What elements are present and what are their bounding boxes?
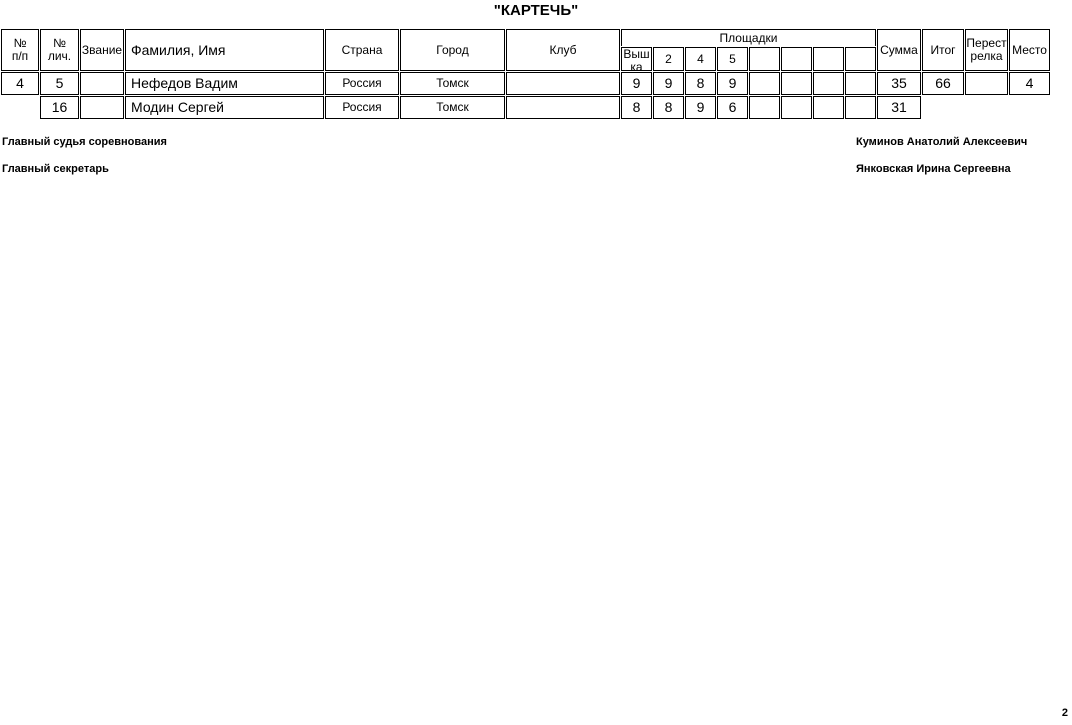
results-table — [0, 28, 1051, 120]
cell-score — [813, 96, 844, 119]
cell-score — [813, 72, 844, 95]
table-row — [1, 72, 1050, 95]
cell-score: 9 — [717, 72, 748, 95]
page-number: 2 — [1061, 707, 1068, 719]
cell-score — [781, 72, 812, 95]
header-country: Страна — [325, 29, 399, 71]
chief-secretary-name: Янковская Ирина Сергеевна — [856, 163, 1011, 175]
header-grounds: Площадки — [621, 29, 876, 46]
cell-name: Нефедов Вадим — [125, 72, 324, 95]
chief-judge-label: Главный судья соревнования — [2, 136, 167, 148]
cell-shootoff — [965, 72, 1008, 95]
ground-col-3: 4 — [685, 47, 716, 71]
header-city: Город — [400, 29, 505, 71]
cell-num — [1, 96, 39, 119]
cell-score — [749, 96, 780, 119]
cell-score: 8 — [621, 96, 652, 119]
header-personal-num: № лич. — [40, 29, 79, 71]
cell-club — [506, 72, 620, 95]
header-rank: Звание — [80, 29, 124, 71]
cell-rank — [80, 72, 124, 95]
header-num: № п/п — [1, 29, 39, 71]
ground-col-4: 5 — [717, 47, 748, 71]
cell-total: 66 — [922, 72, 964, 95]
ground-col-8 — [845, 47, 876, 71]
cell-sum: 35 — [877, 72, 921, 95]
cell-personal: 5 — [40, 72, 79, 95]
cell-shootoff — [965, 96, 1008, 119]
cell-score — [845, 96, 876, 119]
ground-col-6 — [781, 47, 812, 71]
cell-score — [749, 72, 780, 95]
header-club: Клуб — [506, 29, 620, 71]
cell-num: 4 — [1, 72, 39, 95]
cell-place — [1009, 96, 1050, 119]
header-shootoff: Перест релка — [965, 29, 1008, 71]
header-total: Итог — [922, 29, 964, 71]
ground-col-5 — [749, 47, 780, 71]
table-row — [1, 96, 1050, 119]
cell-score: 9 — [685, 96, 716, 119]
header-row-1 — [1, 29, 1050, 46]
cell-personal: 16 — [40, 96, 79, 119]
page-title: "КАРТЕЧЬ" — [493, 2, 579, 19]
cell-score: 9 — [653, 72, 684, 95]
cell-country: Россия — [325, 72, 399, 95]
cell-city: Томск — [400, 96, 505, 119]
cell-score — [845, 72, 876, 95]
header-place: Место — [1009, 29, 1050, 71]
cell-place: 4 — [1009, 72, 1050, 95]
header-sum: Сумма — [877, 29, 921, 71]
cell-club — [506, 96, 620, 119]
cell-total — [922, 96, 964, 119]
chief-secretary-label: Главный секретарь — [2, 163, 109, 175]
ground-col-7 — [813, 47, 844, 71]
cell-score — [781, 96, 812, 119]
cell-score: 8 — [685, 72, 716, 95]
cell-score: 9 — [621, 72, 652, 95]
cell-country: Россия — [325, 96, 399, 119]
cell-name: Модин Сергей — [125, 96, 324, 119]
ground-col-2: 2 — [653, 47, 684, 71]
chief-judge-name: Куминов Анатолий Алексеевич — [856, 136, 1028, 148]
cell-city: Томск — [400, 72, 505, 95]
cell-score: 6 — [717, 96, 748, 119]
header-name: Фамилия, Имя — [125, 29, 324, 71]
cell-sum: 31 — [877, 96, 921, 119]
cell-rank — [80, 96, 124, 119]
cell-score: 8 — [653, 96, 684, 119]
ground-col-1: Выш ка — [621, 47, 652, 71]
